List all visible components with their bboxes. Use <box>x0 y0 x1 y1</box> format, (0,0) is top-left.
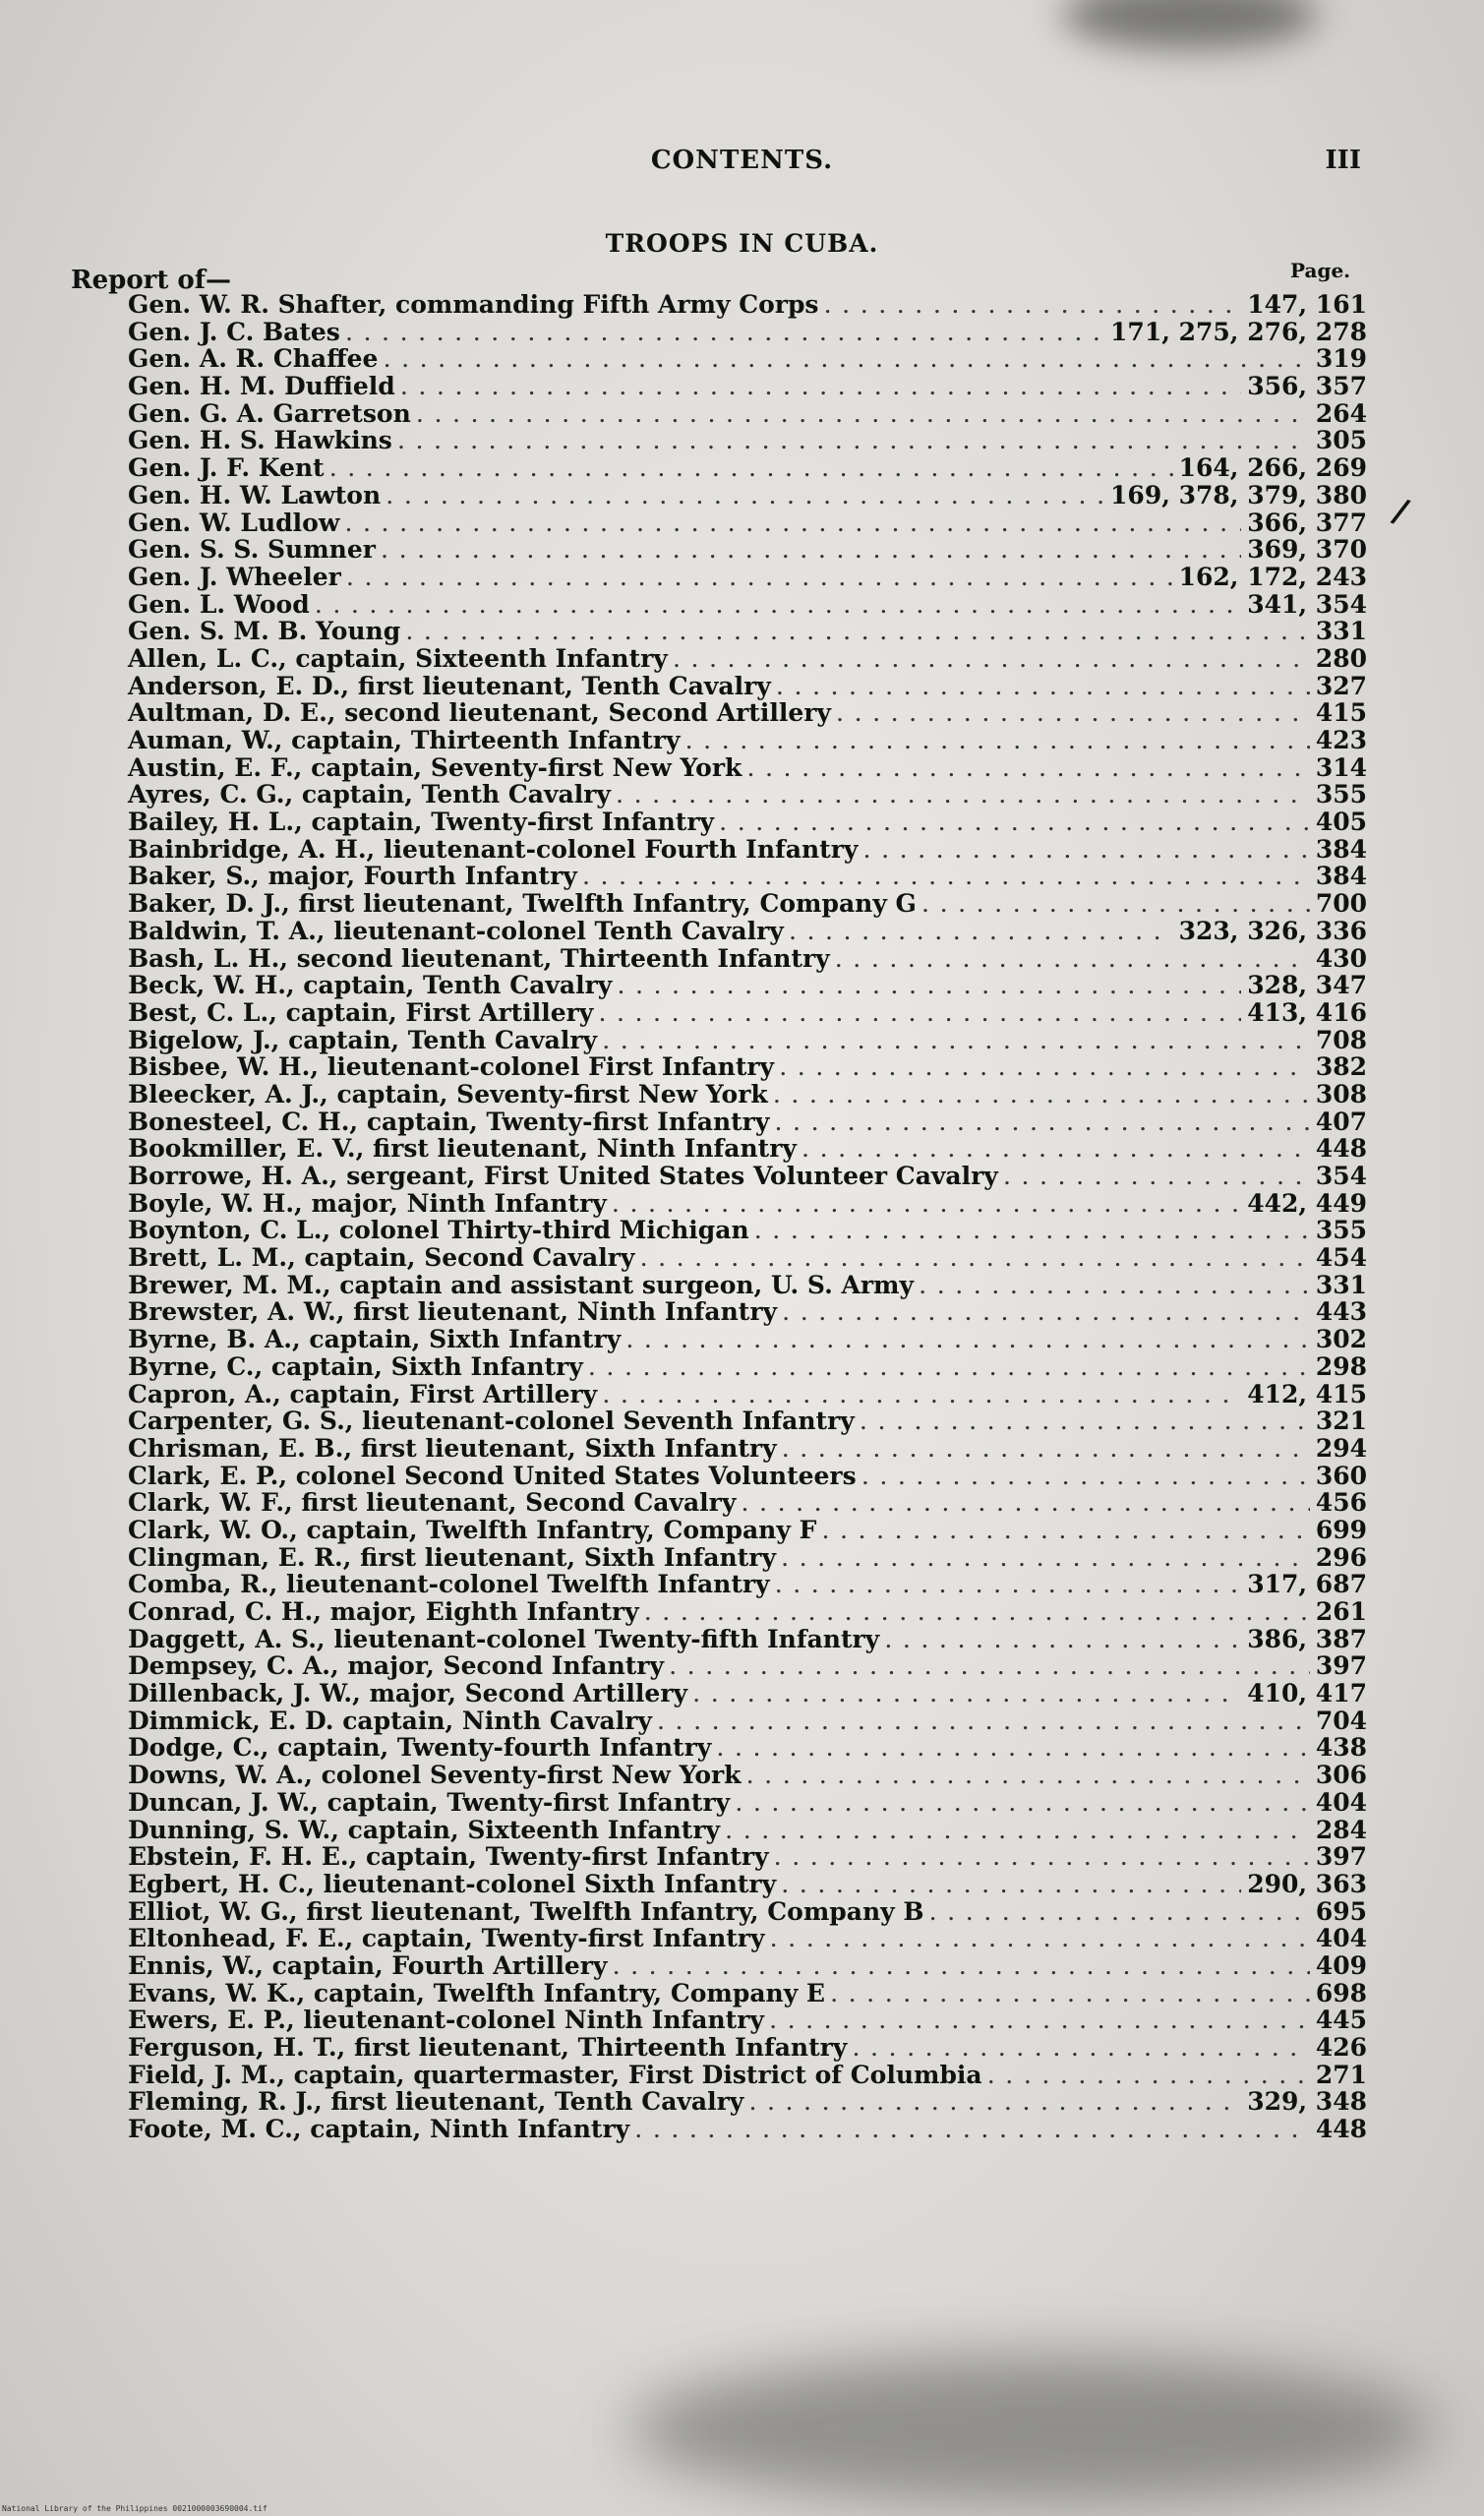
entry-pages: 317, 687 <box>1247 1570 1367 1599</box>
entry-name: Comba, R., lieutenant-colonel Twelfth Infantry <box>128 1570 770 1599</box>
running-header <box>0 146 1484 185</box>
entry-pages: 413, 416 <box>1247 997 1367 1027</box>
entry-pages: 360 <box>1315 1461 1367 1490</box>
entry-name: Gen. J. Wheeler <box>128 562 341 591</box>
entry-name: Evans, W. K., captain, Twelfth Infantry, Company E <box>128 1978 825 2007</box>
section-title: TROOPS IN CUBA. <box>605 229 879 258</box>
entry-pages: 404 <box>1315 1787 1367 1817</box>
contents-entry <box>128 918 1367 945</box>
header-title: CONTENTS. <box>650 146 834 175</box>
entry-name: Clark, W. O., captain, Twelfth Infantry, Company F <box>128 1515 817 1544</box>
entry-pages: 271 <box>1315 2060 1367 2089</box>
entry-pages: 456 <box>1315 1488 1367 1518</box>
contents-entry <box>128 1952 1367 1980</box>
leader-dots <box>316 594 1242 622</box>
leader-dots <box>382 539 1241 567</box>
entry-pages: 261 <box>1315 1597 1367 1626</box>
entry-pages: 354 <box>1315 1162 1367 1190</box>
entry-pages: 415 <box>1315 698 1367 728</box>
leader-dots <box>885 1629 1241 1656</box>
contents-entry <box>128 2062 1367 2089</box>
leader-dots <box>617 784 1310 811</box>
contents-entry <box>128 999 1367 1027</box>
contents-entry <box>128 1081 1367 1108</box>
entry-name: Bisbee, W. H., lieutenant-colonel First Infantry <box>128 1052 775 1082</box>
leader-dots <box>589 1356 1310 1384</box>
contents-entry <box>128 482 1367 509</box>
leader-dots <box>626 1329 1310 1356</box>
contents-entry <box>128 1244 1367 1272</box>
leader-dots <box>658 1710 1310 1738</box>
contents-entry <box>128 754 1367 782</box>
contents-entry <box>128 2116 1367 2143</box>
contents-entry <box>128 1053 1367 1081</box>
contents-entry <box>128 345 1367 373</box>
entry-name: Elliot, W. G., first lieutenant, Twelfth Infantry, Company B <box>128 1896 924 1926</box>
leader-dots <box>774 1084 1310 1111</box>
scan-footer-note: National Library of the Philippines 0021000003690004.tif <box>2 2504 267 2513</box>
entry-pages: 305 <box>1315 426 1367 455</box>
contents-entry <box>128 1598 1367 1626</box>
entry-pages: 355 <box>1315 780 1367 809</box>
entry-pages: 284 <box>1315 1815 1367 1844</box>
entry-name: Clingman, E. R., first lieutenant, Sixth Infantry <box>128 1542 776 1572</box>
entry-pages: 306 <box>1315 1761 1367 1790</box>
entry-pages: 341, 354 <box>1247 589 1367 619</box>
entry-name: Gen. S. M. B. Young <box>128 617 401 646</box>
contents-entry <box>128 1817 1367 1844</box>
entry-pages: 327 <box>1315 671 1367 700</box>
entry-pages: 438 <box>1315 1733 1367 1763</box>
contents-entry <box>128 1408 1367 1435</box>
contents-entry <box>128 1680 1367 1707</box>
entry-name: Anderson, E. D., first lieutenant, Tenth Cavalry <box>128 671 771 700</box>
contents-entry <box>128 591 1367 619</box>
contents-entry <box>128 1381 1367 1408</box>
contents-entry <box>128 1544 1367 1572</box>
contents-entry <box>128 1298 1367 1326</box>
leader-dots <box>345 512 1241 540</box>
leader-dots <box>777 676 1310 703</box>
contents-entry <box>128 1734 1367 1762</box>
entry-name: Gen. H. M. Duffield <box>128 372 395 401</box>
leader-dots <box>386 485 1104 512</box>
contents-entry <box>128 645 1367 673</box>
contents-entry <box>128 863 1367 890</box>
entry-name: Dunning, S. W., captain, Sixteenth Infantry <box>128 1815 721 1844</box>
entry-name: Bainbridge, A. H., lieutenant-colonel Fourth Infantry <box>128 834 859 864</box>
entry-name: Dodge, C., captain, Twenty-fourth Infantry <box>128 1733 712 1763</box>
contents-entry <box>128 836 1367 864</box>
entry-name: Ayres, C. G., captain, Tenth Cavalry <box>128 780 611 809</box>
entry-pages: 430 <box>1315 943 1367 973</box>
entry-pages: 443 <box>1315 1297 1367 1327</box>
margin-pencil-mark: / <box>1388 491 1413 532</box>
entry-name: Ferguson, H. T., first lieutenant, Thirteenth Infantry <box>128 2033 848 2062</box>
entry-pages: 448 <box>1315 1134 1367 1164</box>
contents-entry <box>128 1489 1367 1517</box>
entry-pages: 426 <box>1315 2033 1367 2062</box>
entry-pages: 298 <box>1315 1351 1367 1381</box>
bottom-smudge <box>629 2356 1436 2503</box>
entry-pages: 171, 275, 276, 278 <box>1110 317 1367 346</box>
contents-entry <box>128 319 1367 346</box>
entry-name: Bleecker, A. J., captain, Seventy-first New York <box>128 1079 768 1108</box>
entry-pages: 423 <box>1315 726 1367 754</box>
top-smudge <box>1062 0 1318 49</box>
leader-dots <box>346 322 1104 349</box>
entry-pages: 384 <box>1315 834 1367 864</box>
entry-pages: 405 <box>1315 808 1367 837</box>
entry-pages: 321 <box>1315 1407 1367 1436</box>
leader-dots <box>920 1275 1310 1302</box>
contents-entry <box>128 1707 1367 1735</box>
leader-dots <box>742 1492 1309 1520</box>
contents-entry <box>128 1762 1367 1789</box>
leader-dots <box>599 1002 1241 1030</box>
contents-entry <box>128 781 1367 809</box>
leader-dots <box>775 1111 1309 1139</box>
entry-name: Byrne, B. A., captain, Sixth Infantry <box>128 1325 622 1354</box>
entry-name: Gen. J. F. Kent <box>128 453 325 483</box>
leader-dots <box>717 1737 1310 1765</box>
entry-name: Baker, D. J., first lieutenant, Twelfth Infantry, Company G <box>128 889 917 919</box>
entry-pages: 331 <box>1315 1270 1367 1299</box>
entry-pages: 409 <box>1315 1950 1367 1980</box>
entry-pages: 412, 415 <box>1247 1379 1367 1408</box>
leader-dots <box>770 2009 1310 2037</box>
entry-name: Ebstein, F. H. E., captain, Twenty-first Infantry <box>128 1842 769 1872</box>
entry-name: Dempsey, C. A., major, Second Infantry <box>128 1651 665 1681</box>
contents-entry <box>128 454 1367 482</box>
leader-dots <box>836 948 1310 976</box>
contents-entry <box>128 1925 1367 1952</box>
entry-pages: 319 <box>1315 344 1367 374</box>
leader-dots <box>862 1466 1310 1493</box>
contents-entry <box>128 618 1367 645</box>
leader-dots <box>775 1846 1310 1874</box>
leader-dots <box>749 2091 1241 2119</box>
entry-name: Bash, L. H., second lieutenant, Thirteenth Infantry <box>128 943 830 973</box>
entry-pages: 356, 357 <box>1247 372 1367 401</box>
leader-dots <box>831 1983 1310 2010</box>
entry-name: Ennis, W., captain, Fourth Artillery <box>128 1950 608 1980</box>
entry-pages: 397 <box>1315 1651 1367 1681</box>
entry-name: Clark, W. F., first lieutenant, Second Cavalry <box>128 1488 737 1518</box>
entry-name: Dillenback, J. W., major, Second Artillery <box>128 1679 688 1708</box>
entry-pages: 355 <box>1315 1216 1367 1245</box>
entry-pages: 445 <box>1315 2006 1367 2035</box>
entry-pages: 448 <box>1315 2115 1367 2144</box>
entry-name: Carpenter, G. S., lieutenant-colonel Seventh Infantry <box>128 1407 855 1436</box>
contents-entry <box>128 536 1367 564</box>
contents-entry <box>128 1190 1367 1218</box>
entry-name: Bailey, H. L., captain, Twenty-first Infantry <box>128 808 715 837</box>
entry-pages: 308 <box>1315 1079 1367 1108</box>
entry-pages: 404 <box>1315 1924 1367 1953</box>
entry-pages: 329, 348 <box>1247 2087 1367 2117</box>
entry-pages: 700 <box>1315 889 1367 919</box>
leader-dots <box>401 376 1242 403</box>
entry-pages: 162, 172, 243 <box>1178 562 1367 591</box>
contents-entry <box>128 1843 1367 1871</box>
leader-dots <box>347 567 1173 594</box>
contents-list <box>128 291 1367 2143</box>
contents-entry <box>128 1517 1367 1544</box>
leader-dots <box>726 1820 1310 1847</box>
entry-pages: 708 <box>1315 1025 1367 1054</box>
contents-entry <box>128 291 1367 319</box>
leader-dots <box>783 1301 1310 1329</box>
entry-name: Auman, W., captain, Thirteenth Infantry <box>128 726 681 754</box>
entry-pages: 294 <box>1315 1433 1367 1463</box>
leader-dots <box>863 839 1309 867</box>
entry-pages: 454 <box>1315 1243 1367 1273</box>
entry-name: Aultman, D. E., second lieutenant, Second Artillery <box>128 698 831 728</box>
entry-pages: 290, 363 <box>1247 1869 1367 1898</box>
entry-name: Clark, E. P., colonel Second United States Volunteers <box>128 1461 857 1490</box>
entry-name: Ewers, E. P., lieutenant-colonel Ninth Infantry <box>128 2006 764 2035</box>
entry-pages: 314 <box>1315 752 1367 782</box>
contents-entry <box>128 1463 1367 1490</box>
entry-name: Conrad, C. H., major, Eighth Infantry <box>128 1597 639 1626</box>
entry-name: Bonesteel, C. H., captain, Twenty-first Infantry <box>128 1107 770 1136</box>
contents-entry <box>128 509 1367 537</box>
contents-entry <box>128 1217 1367 1244</box>
contents-entry <box>128 1272 1367 1299</box>
entry-name: Brewster, A. W., first lieutenant, Ninth Infantry <box>128 1297 778 1327</box>
contents-entry <box>128 673 1367 700</box>
entry-name: Boyle, W. H., major, Ninth Infantry <box>128 1188 607 1218</box>
entry-pages: 147, 161 <box>1247 290 1367 319</box>
leader-dots <box>780 1056 1310 1084</box>
entry-name: Capron, A., captain, First Artillery <box>128 1379 598 1408</box>
entry-name: Byrne, C., captain, Sixth Infantry <box>128 1351 583 1381</box>
entry-name: Baldwin, T. A., lieutenant-colonel Tenth Cavalry <box>128 916 784 945</box>
leader-dots <box>670 1655 1310 1683</box>
entry-name: Duncan, J. W., captain, Twenty-first Infantry <box>128 1787 731 1817</box>
entry-name: Dimmick, E. D. captain, Ninth Cavalry <box>128 1706 652 1735</box>
contents-entry <box>128 2034 1367 2062</box>
entry-pages: 369, 370 <box>1247 535 1367 565</box>
entry-name: Chrisman, E. B., first lieutenant, Sixth Infantry <box>128 1433 777 1463</box>
entry-pages: 695 <box>1315 1896 1367 1926</box>
entry-pages: 264 <box>1315 398 1367 428</box>
contents-entry <box>128 945 1367 973</box>
entry-name: Gen. W. R. Shafter, commanding Fifth Army Corps <box>128 290 819 319</box>
contents-entry <box>128 1027 1367 1054</box>
leader-dots <box>783 1438 1310 1466</box>
leader-dots <box>930 1901 1310 1929</box>
entry-pages: 699 <box>1315 1515 1367 1544</box>
entry-name: Daggett, A. S., lieutenant-colonel Twenty-fifth Infantry <box>128 1624 880 1653</box>
contents-entry <box>128 1435 1367 1463</box>
entry-name: Gen. G. A. Garretson <box>128 398 411 428</box>
entry-name: Allen, L. C., captain, Sixteenth Infantry <box>128 643 668 673</box>
leader-dots <box>417 403 1310 431</box>
entry-name: Beck, W. H., captain, Tenth Cavalry <box>128 971 613 1000</box>
entry-name: Fleming, R. J., first lieutenant, Tenth Cavalry <box>128 2087 744 2117</box>
entry-name: Best, C. L., captain, First Artillery <box>128 997 594 1027</box>
entry-pages: 302 <box>1315 1325 1367 1354</box>
contents-entry <box>128 1898 1367 1926</box>
leader-dots <box>384 348 1309 376</box>
leader-dots <box>686 730 1310 757</box>
leader-dots <box>861 1410 1310 1438</box>
entry-name: Brett, L. M., captain, Second Cavalry <box>128 1243 635 1273</box>
entry-pages: 704 <box>1315 1706 1367 1735</box>
entry-pages: 407 <box>1315 1107 1367 1136</box>
entry-pages: 410, 417 <box>1247 1679 1367 1708</box>
contents-entry <box>128 1626 1367 1653</box>
entry-name: Gen. H. W. Lawton <box>128 480 382 509</box>
entry-pages: 442, 449 <box>1247 1188 1367 1218</box>
contents-entry <box>128 373 1367 400</box>
entry-pages: 382 <box>1315 1052 1367 1082</box>
entry-pages: 328, 347 <box>1247 971 1367 1000</box>
entry-pages: 384 <box>1315 862 1367 891</box>
entry-name: Eltonhead, F. E., captain, Twenty-first Infantry <box>128 1924 765 1953</box>
leader-dots <box>635 2119 1310 2146</box>
entry-name: Gen. A. R. Chaffee <box>128 344 379 374</box>
leader-dots <box>837 702 1310 730</box>
entry-name: Field, J. M., captain, quartermaster, First District of Columbia <box>128 2060 982 2089</box>
contents-entry <box>128 400 1367 428</box>
contents-entry <box>128 699 1367 727</box>
entry-pages: 280 <box>1315 643 1367 673</box>
leader-dots <box>755 1220 1310 1247</box>
entry-pages: 698 <box>1315 1978 1367 2007</box>
contents-entry <box>128 1789 1367 1817</box>
entry-name: Egbert, H. C., lieutenant-colonel Sixth Infantry <box>128 1869 777 1898</box>
entry-pages: 397 <box>1315 1842 1367 1872</box>
entry-name: Baker, S., major, Fourth Infantry <box>128 862 577 891</box>
leader-dots <box>782 1547 1310 1575</box>
header-page-number: III <box>1325 146 1361 175</box>
contents-entry <box>128 1652 1367 1680</box>
leader-dots <box>330 457 1173 485</box>
entry-pages: 323, 326, 336 <box>1178 916 1367 945</box>
entry-name: Austin, E. F., captain, Seventy-first New York <box>128 752 742 782</box>
contents-entry <box>128 564 1367 591</box>
entry-name: Gen. J. C. Bates <box>128 317 340 346</box>
entry-pages: 164, 266, 269 <box>1178 453 1367 483</box>
leader-dots <box>618 975 1241 1002</box>
contents-entry <box>128 1571 1367 1598</box>
entry-name: Borrowe, H. A., sergeant, First United States Volunteer Cavalry <box>128 1162 998 1190</box>
entry-name: Gen. S. S. Sumner <box>128 535 376 565</box>
page-column-label: Page. <box>1290 259 1351 282</box>
entry-name: Boynton, C. L., colonel Thirty-third Michigan <box>128 1216 749 1245</box>
leader-dots <box>790 921 1173 948</box>
contents-entry <box>128 890 1367 918</box>
entry-name: Bookmiller, E. V., first lieutenant, Ninth Infantry <box>128 1134 797 1164</box>
leader-dots <box>398 430 1310 457</box>
contents-entry <box>128 1108 1367 1136</box>
contents-entry <box>128 1135 1367 1163</box>
leader-dots <box>747 1765 1310 1792</box>
contents-entry <box>128 1326 1367 1353</box>
contents-entry <box>128 2088 1367 2116</box>
entry-name: Downs, W. A., colonel Seventy-first New York <box>128 1761 742 1790</box>
contents-entry <box>128 972 1367 999</box>
leader-dots <box>736 1792 1310 1820</box>
contents-entry <box>128 1871 1367 1898</box>
entry-pages: 386, 387 <box>1247 1624 1367 1653</box>
contents-entry <box>128 727 1367 754</box>
entry-name: Brewer, M. M., captain and assistant surgeon, U. S. Army <box>128 1270 915 1299</box>
leader-dots <box>822 1520 1309 1547</box>
entry-pages: 331 <box>1315 617 1367 646</box>
entry-pages: 366, 377 <box>1247 508 1367 537</box>
leader-dots <box>747 757 1309 785</box>
entry-name: Gen. W. Ludlow <box>128 508 340 537</box>
entry-name: Bigelow, J., captain, Tenth Cavalry <box>128 1025 598 1054</box>
contents-entry <box>128 1353 1367 1381</box>
leader-dots <box>776 1574 1242 1601</box>
leader-dots <box>771 1928 1310 1955</box>
contents-entry <box>128 1980 1367 2007</box>
entry-name: Gen. L. Wood <box>128 589 310 619</box>
report-of-label: Report of— <box>71 266 231 295</box>
entry-pages: 296 <box>1315 1542 1367 1572</box>
contents-entry <box>128 809 1367 836</box>
entry-pages: 169, 378, 379, 380 <box>1110 480 1367 509</box>
leader-dots <box>693 1683 1241 1710</box>
entry-name: Foote, M. C., captain, Ninth Infantry <box>128 2115 630 2144</box>
contents-entry <box>128 427 1367 454</box>
contents-entry <box>128 1163 1367 1190</box>
entry-name: Gen. H. S. Hawkins <box>128 426 392 455</box>
contents-entry <box>128 2007 1367 2034</box>
